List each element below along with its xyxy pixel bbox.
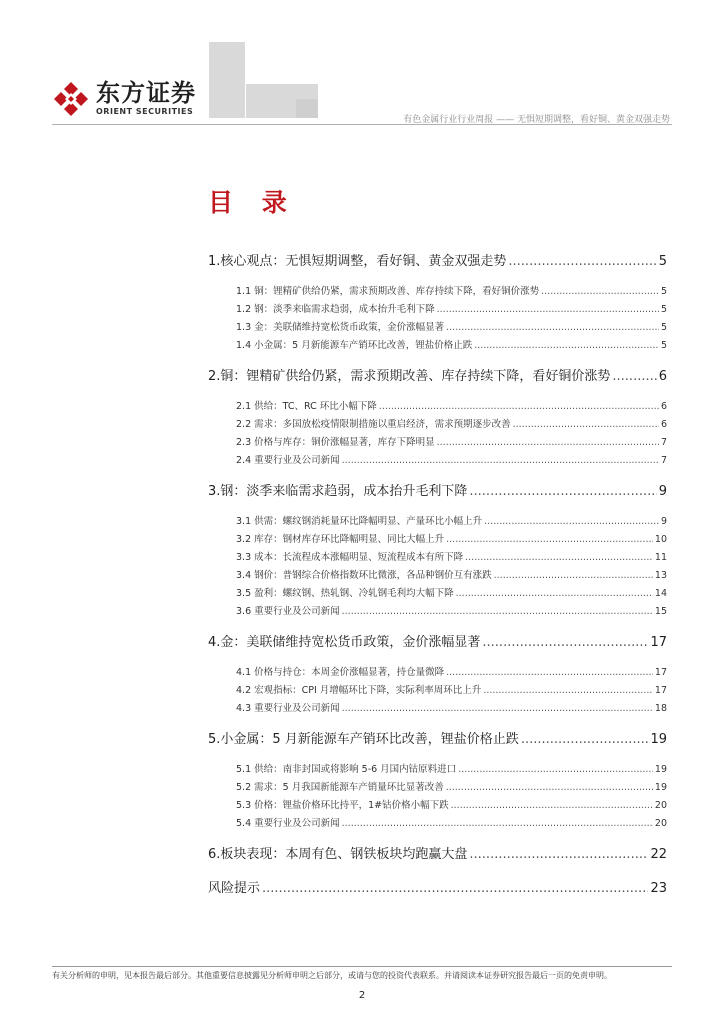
subsection-spacer (208, 389, 667, 398)
toc-section-entry[interactable] (208, 365, 667, 389)
dot-leader (484, 513, 659, 531)
dot-leader (456, 585, 653, 603)
toc-subsection-title: 1.3 金：美联储维持宽松货币政策，金价涨幅显著 (236, 322, 445, 333)
dot-leader (446, 319, 659, 337)
dot-leader (437, 434, 659, 452)
toc-section-entry[interactable] (208, 631, 667, 655)
toc-subsection-entry[interactable] (236, 531, 667, 549)
section-spacer (208, 833, 667, 843)
toc-subsection-page-number: 7 (660, 455, 667, 466)
dot-leader (494, 567, 653, 585)
dot-leader (482, 631, 648, 655)
footer-disclaimer: 有关分析师的申明，见本报告最后部分。其他重要信息披露见分析师申明之后部分，或请与您的投资代表联系。并请阅读本证券研究报告最后一页的免责申明。 (52, 971, 612, 980)
toc-subsection-page-number: 6 (660, 419, 667, 430)
company-logo (52, 80, 196, 118)
dot-leader (342, 603, 653, 621)
toc-subsection-entry[interactable] (236, 452, 667, 470)
toc-subsection-page-number: 6 (660, 401, 667, 412)
toc-section-page-number: 19 (650, 732, 667, 747)
dot-leader (474, 337, 659, 355)
toc-section-title: 5.小金属：5 月新能源车产销环比改善，锂盐价格止跌 (208, 732, 519, 747)
toc-subsection-title: 3.2 库存：钢材库存环比降幅明显、同比大幅上升 (236, 534, 445, 545)
dot-leader (483, 682, 653, 700)
toc-section-entry[interactable] (208, 250, 667, 274)
toc-subsection-title: 4.2 宏观指标：CPI 月增幅环比下降，实际利率周环比上升 (236, 685, 482, 696)
toc-subsection-title: 3.3 成本：长流程成本涨幅明显、短流程成本有所下降 (236, 552, 464, 563)
dot-leader (446, 664, 653, 682)
dot-leader (458, 761, 653, 779)
footer-divider (52, 966, 672, 967)
toc-subsection-entry[interactable] (236, 603, 667, 621)
toc-subsection-title: 1.2 钢：淡季来临需求趋弱，成本抬升毛利下降 (236, 304, 435, 315)
toc-subsection-page-number: 10 (654, 534, 667, 545)
toc-section-page-number: 6 (658, 369, 667, 384)
toc-heading: 目 录 (208, 188, 297, 217)
toc-section-title: 2.铜：锂精矿供给仍紧，需求预期改善、库存持续下降，看好铜价涨势 (208, 369, 611, 384)
dot-leader (342, 815, 653, 833)
dot-leader (513, 416, 659, 434)
toc-subsection-title: 2.1 供给：TC、RC 环比小幅下降 (236, 401, 377, 412)
toc-subsection-page-number: 20 (654, 800, 667, 811)
page-number: 2 (358, 990, 366, 1001)
dot-leader (262, 877, 648, 901)
section-spacer (208, 470, 667, 480)
toc-section-title: 3.钢：淡季来临需求趋弱，成本抬升毛利下降 (208, 484, 468, 499)
toc-subsection-page-number: 5 (660, 340, 667, 351)
toc-subsection-entry[interactable] (236, 337, 667, 355)
toc-subsection-entry[interactable] (236, 301, 667, 319)
subsection-spacer (208, 504, 667, 513)
toc-subsection-title: 3.1 供需：螺纹钢消耗量环比降幅明显、产量环比小幅上升 (236, 516, 483, 527)
toc-subsection-page-number: 9 (660, 516, 667, 527)
toc-subsection-entry[interactable] (236, 416, 667, 434)
toc-subsection-page-number: 15 (654, 606, 667, 617)
toc-subsection-page-number: 19 (654, 764, 667, 775)
toc-subsection-page-number: 11 (654, 552, 667, 563)
header-divider (52, 124, 672, 125)
toc-subsection-title: 3.6 重要行业及公司新闻 (236, 606, 340, 617)
toc-subsection-page-number: 5 (660, 322, 667, 333)
toc-subsection-page-number: 7 (660, 437, 667, 448)
toc-subsection-entry[interactable] (236, 283, 667, 301)
toc-subsection-title: 1.4 小金属：5 月新能源车产销环比改善，锂盐价格止跌 (236, 340, 473, 351)
dot-leader (446, 531, 653, 549)
toc-section-entry[interactable] (208, 728, 667, 752)
toc-section-title: 1.核心观点：无惧短期调整，看好铜、黄金双强走势 (208, 254, 507, 269)
toc-subsection-title: 3.5 盈利：螺纹钢、热轧钢、冷轧钢毛利均大幅下降 (236, 588, 454, 599)
toc-subsection-title: 3.4 钢价：普钢综合价格指数环比微涨，各品种钢价互有涨跌 (236, 570, 492, 581)
toc-subsection-title: 4.3 重要行业及公司新闻 (236, 703, 340, 714)
toc-section-page-number: 23 (650, 881, 667, 896)
dot-leader (469, 843, 648, 867)
toc-section-title: 6.板块表现：本周有色、钢铁板块均跑赢大盘 (208, 847, 468, 862)
toc-subsection-page-number: 5 (660, 304, 667, 315)
section-spacer (208, 867, 667, 877)
toc-subsection-entry[interactable] (236, 664, 667, 682)
toc-subsection-page-number: 19 (654, 782, 667, 793)
toc-subsection-title: 4.1 价格与持仓：本周金价涨幅显著，持仓量微降 (236, 667, 445, 678)
toc-subsection-title: 5.3 价格：锂盐价格环比持平，1#钴价格小幅下跌 (236, 800, 449, 811)
orient-securities-logo-icon (52, 80, 90, 118)
decor-block-small (296, 99, 318, 118)
dot-leader (469, 480, 656, 504)
toc-subsection-entry[interactable] (236, 761, 667, 779)
toc-subsection-entry[interactable] (236, 513, 667, 531)
toc-subsection-page-number: 5 (660, 286, 667, 297)
logo-english-name: ORIENT SECURITIES (96, 107, 194, 116)
section-spacer (208, 355, 667, 365)
section-spacer (208, 621, 667, 631)
toc-section-page-number: 9 (658, 484, 667, 499)
toc-subsection-entry[interactable] (236, 434, 667, 452)
toc-subsection-entry[interactable] (236, 585, 667, 603)
table-of-contents (208, 250, 667, 901)
toc-subsection-page-number: 20 (654, 818, 667, 829)
report-title: 有色金属行业行业周报 —— 无惧短期调整，看好铜、黄金双强走势 (403, 115, 670, 125)
toc-section-title: 4.金：美联储维持宽松货币政策，金价涨幅显著 (208, 635, 481, 650)
decor-block-large (209, 42, 245, 118)
toc-subsection-entry[interactable] (236, 319, 667, 337)
toc-subsection-page-number: 13 (654, 570, 667, 581)
toc-section-page-number: 17 (650, 635, 667, 650)
toc-subsection-entry[interactable] (236, 567, 667, 585)
toc-subsection-title: 2.4 重要行业及公司新闻 (236, 455, 340, 466)
toc-subsection-page-number: 17 (654, 667, 667, 678)
toc-section-entry[interactable] (208, 480, 667, 504)
logo-chinese-name: 东方证券 (96, 79, 196, 107)
toc-subsection-title: 2.2 需求：多国放松疫情限制措施以重启经济，需求预期逐步改善 (236, 419, 511, 430)
dot-leader (342, 452, 659, 470)
dot-leader (446, 779, 653, 797)
subsection-spacer (208, 752, 667, 761)
dot-leader (521, 728, 649, 752)
toc-subsection-entry[interactable] (236, 549, 667, 567)
dot-leader (541, 283, 659, 301)
dot-leader (612, 365, 656, 389)
dot-leader (451, 797, 653, 815)
subsection-spacer (208, 655, 667, 664)
toc-subsection-entry[interactable] (236, 797, 667, 815)
toc-subsection-entry[interactable] (236, 398, 667, 416)
toc-subsection-page-number: 18 (654, 703, 667, 714)
dot-leader (437, 301, 659, 319)
dot-leader (465, 549, 653, 567)
subsection-spacer (208, 274, 667, 283)
dot-leader (342, 700, 653, 718)
toc-section-page-number: 5 (658, 254, 667, 269)
toc-subsection-title: 5.4 重要行业及公司新闻 (236, 818, 340, 829)
toc-subsection-title: 5.2 需求：5 月我国新能源车产销量环比显著改善 (236, 782, 444, 793)
toc-subsection-title: 2.3 价格与库存：铜价涨幅显著，库存下降明显 (236, 437, 435, 448)
section-spacer (208, 718, 667, 728)
toc-section-entry[interactable] (208, 877, 667, 901)
toc-subsection-entry[interactable] (236, 779, 667, 797)
toc-subsection-page-number: 17 (654, 685, 667, 696)
dot-leader (379, 398, 659, 416)
toc-section-title: 风险提示 (208, 881, 261, 896)
toc-subsection-title: 1.1 铜：锂精矿供给仍紧，需求预期改善、库存持续下降，看好铜价涨势 (236, 286, 540, 297)
toc-subsection-page-number: 14 (654, 588, 667, 599)
toc-subsection-entry[interactable] (236, 815, 667, 833)
dot-leader (508, 250, 656, 274)
toc-subsection-title: 5.1 供给：南非封国或将影响 5-6 月国内钴原料进口 (236, 764, 457, 775)
toc-subsection-entry[interactable] (236, 682, 667, 700)
toc-section-page-number: 22 (650, 847, 667, 862)
toc-section-entry[interactable] (208, 843, 667, 867)
toc-subsection-entry[interactable] (236, 700, 667, 718)
